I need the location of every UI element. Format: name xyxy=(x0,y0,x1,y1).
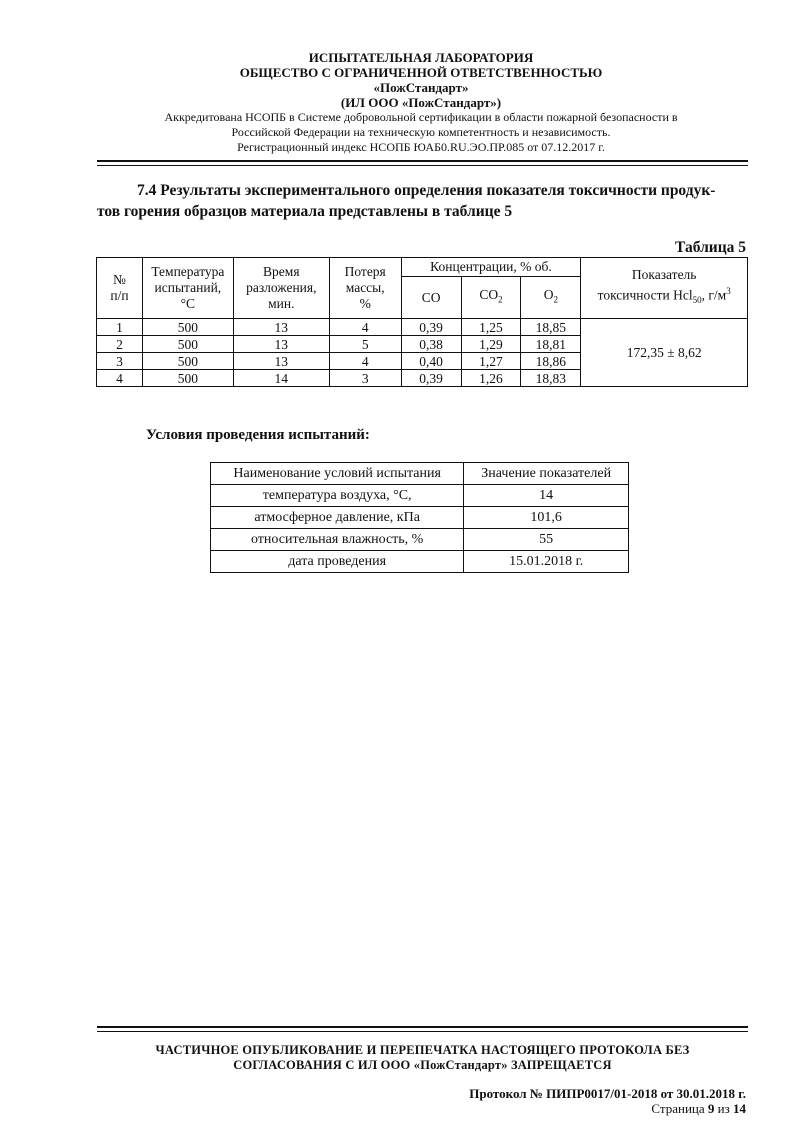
cell-temperature: 500 xyxy=(142,353,233,370)
col-header-concentrations: Концентрации, % об. xyxy=(401,258,581,277)
condition-value: 55 xyxy=(464,529,629,551)
cell-co: 0,40 xyxy=(401,353,461,370)
header-line-company: ОБЩЕСТВО С ОГРАНИЧЕННОЙ ОТВЕТСТВЕННОСТЬЮ xyxy=(239,65,603,80)
cell-time: 13 xyxy=(233,353,329,370)
condition-name: дата проведения xyxy=(211,551,464,573)
col-header-number-symbol: № xyxy=(113,272,126,287)
condition-value: 14 xyxy=(464,485,629,507)
table-row xyxy=(211,507,629,529)
table-caption: Таблица 5 xyxy=(675,239,746,256)
condition-value: 101,6 xyxy=(464,507,629,529)
conditions-header-name: Наименование условий испытания xyxy=(211,463,464,485)
col-header-time-line-2: разложения, xyxy=(246,280,317,295)
col-header-toxicity xyxy=(581,258,748,319)
footer-divider-thin xyxy=(97,1031,748,1032)
col-header-temperature xyxy=(142,258,233,319)
col-header-mass-loss-unit: % xyxy=(359,296,371,311)
cell-o2: 18,86 xyxy=(521,353,581,370)
toxicity-label: токсичности Hcl xyxy=(597,287,693,303)
cell-number: 2 xyxy=(97,336,143,353)
cell-co2: 1,29 xyxy=(461,336,521,353)
header-line-accreditation: Аккредитована НСОПБ в Системе добровольной сертификации в области пожарной безопасности в xyxy=(164,110,678,124)
cell-mass-loss: 5 xyxy=(329,336,401,353)
co2-label: CO xyxy=(479,287,499,303)
cell-toxicity-value: 172,35 ± 8,62 xyxy=(581,319,748,387)
o2-subscript: 2 xyxy=(553,295,558,305)
footer-warning-line-2: СОГЛАСОВАНИЯ С ИЛ ООО «ПожСтандарт» ЗАПРЕЩАЕТСЯ xyxy=(233,1058,612,1072)
conditions-header-row xyxy=(211,463,629,485)
col-header-co2 xyxy=(461,277,521,319)
results-table xyxy=(96,257,748,387)
section-title-line-1: 7.4 Результаты экспериментального определения показателя токсичности продук- xyxy=(137,182,716,199)
header-divider-thick xyxy=(97,160,748,162)
col-header-number xyxy=(97,258,143,319)
header-line-brand: «ПожСтандарт» xyxy=(373,80,469,95)
condition-value: 15.01.2018 г. xyxy=(464,551,629,573)
cell-number: 1 xyxy=(97,319,143,336)
protocol-number: № ПИПР0017/01-2018 от 30.01.2018 г. xyxy=(529,1086,746,1101)
page-total: 14 xyxy=(733,1101,746,1116)
page-number xyxy=(469,1101,746,1116)
cell-temperature: 500 xyxy=(142,370,233,387)
cell-temperature: 500 xyxy=(142,319,233,336)
conditions-title: Условия проведения испытаний: xyxy=(146,427,370,443)
condition-name: атмосферное давление, кПа xyxy=(211,507,464,529)
cell-mass-loss: 4 xyxy=(329,319,401,336)
col-header-time xyxy=(233,258,329,319)
cell-co2: 1,26 xyxy=(461,370,521,387)
col-header-toxicity-line-1: Показатель xyxy=(631,267,697,283)
cell-co: 0,38 xyxy=(401,336,461,353)
cell-co2: 1,25 xyxy=(461,319,521,336)
cell-number: 3 xyxy=(97,353,143,370)
header-line-short-name: (ИЛ ООО «ПожСтандарт») xyxy=(340,95,502,110)
cell-o2: 18,81 xyxy=(521,336,581,353)
cell-mass-loss: 4 xyxy=(329,353,401,370)
col-header-co: CO xyxy=(401,277,461,319)
table-row xyxy=(211,529,629,551)
protocol-label: Протокол xyxy=(469,1086,527,1101)
header-line-registration: Регистрационный индекс НСОПБ ЮАБ0.RU.ЭО.ПР.085 от 07.12.2017 г. xyxy=(237,140,605,154)
page-current: 9 xyxy=(707,1101,715,1116)
conditions-table xyxy=(210,462,629,573)
header-line-lab: ИСПЫТАТЕЛЬНАЯ ЛАБОРАТОРИЯ xyxy=(308,50,534,65)
protocol-info xyxy=(469,1086,746,1116)
col-header-time-unit: мин. xyxy=(268,296,295,311)
col-header-mass-loss-line-1: Потеря xyxy=(344,264,386,279)
footer-warning-line-1: ЧАСТИЧНОЕ ОПУБЛИКОВАНИЕ И ПЕРЕПЕЧАТКА НАСТОЯЩЕГО ПРОТОКОЛА БЕЗ xyxy=(155,1043,690,1057)
col-header-temperature-unit: °С xyxy=(180,296,196,311)
cell-co2: 1,27 xyxy=(461,353,521,370)
cell-time: 13 xyxy=(233,336,329,353)
section-title xyxy=(97,180,748,222)
col-header-number-label: п/п xyxy=(110,288,129,303)
conditions-header-value: Значение показателей xyxy=(464,463,629,485)
cell-time: 14 xyxy=(233,370,329,387)
col-header-time-line-1: Время xyxy=(263,264,300,279)
header-line-federation: Российской Федерации на техническую компетентность и независимость. xyxy=(231,125,611,139)
table-row xyxy=(97,319,748,336)
cell-number: 4 xyxy=(97,370,143,387)
col-header-mass-loss xyxy=(329,258,401,319)
cell-o2: 18,85 xyxy=(521,319,581,336)
condition-name: температура воздуха, °С, xyxy=(211,485,464,507)
toxicity-unit: , г/м xyxy=(701,287,727,303)
table-row xyxy=(211,485,629,507)
footer-divider-thick xyxy=(97,1026,748,1028)
col-header-o2 xyxy=(521,277,581,319)
section-title-line-2: тов горения образцов материала представлены в таблице 5 xyxy=(97,203,513,220)
footer-warning xyxy=(97,1043,748,1073)
lab-header xyxy=(96,50,746,155)
cell-mass-loss: 3 xyxy=(329,370,401,387)
page-label: Страница xyxy=(651,1101,705,1116)
cell-temperature: 500 xyxy=(142,336,233,353)
toxicity-subscript: 50 xyxy=(692,295,702,306)
cell-co: 0,39 xyxy=(401,319,461,336)
table-row xyxy=(211,551,629,573)
protocol-line xyxy=(469,1086,746,1101)
col-header-temperature-line-2: испытаний, xyxy=(154,280,222,295)
co2-subscript: 2 xyxy=(498,295,503,305)
cell-co: 0,39 xyxy=(401,370,461,387)
col-header-temperature-line-1: Температура xyxy=(151,264,225,279)
cell-time: 13 xyxy=(233,319,329,336)
col-header-toxicity-line-2 xyxy=(583,283,745,308)
o2-label: O xyxy=(543,287,554,303)
header-divider-thin xyxy=(97,165,748,166)
cell-o2: 18,83 xyxy=(521,370,581,387)
condition-name: относительная влажность, % xyxy=(211,529,464,551)
page-of: из xyxy=(717,1101,730,1116)
col-header-mass-loss-line-2: массы, xyxy=(345,280,385,295)
toxicity-unit-power: 3 xyxy=(726,286,731,297)
